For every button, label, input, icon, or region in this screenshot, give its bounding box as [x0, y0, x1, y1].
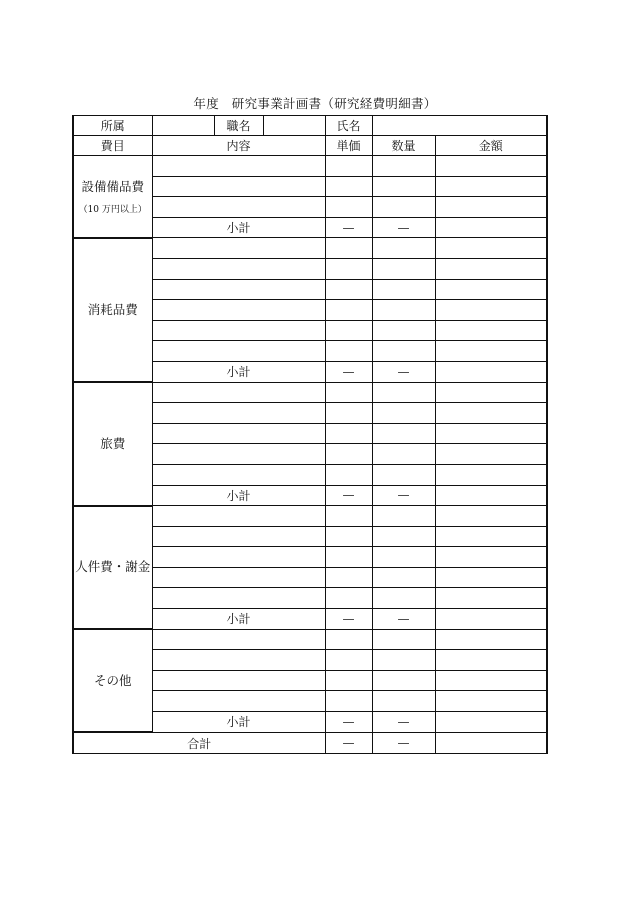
- quantity-cell[interactable]: [372, 176, 435, 197]
- budget-table: [72, 115, 548, 754]
- total-row: [73, 732, 547, 754]
- amount-cell[interactable]: [435, 176, 547, 197]
- content-cell[interactable]: [152, 258, 325, 279]
- subtotal-amount-cell[interactable]: [435, 609, 547, 630]
- quantity-cell[interactable]: [372, 403, 435, 424]
- content-cell[interactable]: [152, 629, 325, 650]
- header-quantity: 数量: [372, 136, 435, 156]
- content-cell[interactable]: [152, 567, 325, 588]
- header-content: 内容: [152, 136, 325, 156]
- table-row: [73, 506, 547, 527]
- content-cell[interactable]: [152, 547, 325, 568]
- quantity-cell[interactable]: [372, 526, 435, 547]
- unit-price-cell[interactable]: [325, 629, 372, 650]
- amount-cell[interactable]: [435, 341, 547, 362]
- unit-price-cell[interactable]: [325, 341, 372, 362]
- amount-cell[interactable]: [435, 691, 547, 712]
- unit-price-cell[interactable]: [325, 650, 372, 671]
- category-cell: [73, 238, 152, 382]
- total-amount-cell[interactable]: [435, 732, 547, 754]
- amount-cell[interactable]: [435, 403, 547, 424]
- position-field[interactable]: [263, 116, 325, 136]
- content-cell[interactable]: [152, 341, 325, 362]
- content-cell[interactable]: [152, 464, 325, 485]
- table-row: [73, 156, 547, 177]
- subtotal-quantity-dash: —: [372, 361, 435, 382]
- quantity-cell[interactable]: [372, 423, 435, 444]
- unit-price-cell[interactable]: [325, 444, 372, 465]
- subtotal-label: 小計: [152, 485, 325, 506]
- quantity-cell[interactable]: [372, 300, 435, 321]
- unit-price-cell[interactable]: [325, 547, 372, 568]
- amount-cell[interactable]: [435, 279, 547, 300]
- unit-price-cell[interactable]: [325, 526, 372, 547]
- subtotal-label: 小計: [152, 361, 325, 382]
- amount-cell[interactable]: [435, 156, 547, 177]
- amount-cell[interactable]: [435, 670, 547, 691]
- content-cell[interactable]: [152, 279, 325, 300]
- unit-price-cell[interactable]: [325, 691, 372, 712]
- header-amount: 金額: [435, 136, 547, 156]
- category-note: （10 万円以上）: [78, 204, 147, 215]
- subtotal-unit-price-dash: —: [325, 361, 372, 382]
- table-row: [73, 238, 547, 259]
- category-label: 設備備品費: [81, 178, 144, 194]
- affiliation-field[interactable]: [152, 116, 214, 136]
- name-field[interactable]: [372, 116, 547, 136]
- quantity-cell[interactable]: [372, 691, 435, 712]
- total-quantity-dash: —: [372, 732, 435, 754]
- subtotal-unit-price-dash: —: [325, 485, 372, 506]
- content-cell[interactable]: [152, 444, 325, 465]
- unit-price-cell[interactable]: [325, 506, 372, 527]
- quantity-cell[interactable]: [372, 670, 435, 691]
- content-cell[interactable]: [152, 238, 325, 259]
- unit-price-cell[interactable]: [325, 300, 372, 321]
- content-cell[interactable]: [152, 176, 325, 197]
- content-cell[interactable]: [152, 423, 325, 444]
- subtotal-unit-price-dash: —: [325, 217, 372, 238]
- amount-cell[interactable]: [435, 506, 547, 527]
- quantity-cell[interactable]: [372, 588, 435, 609]
- table-row: [73, 382, 547, 403]
- quantity-cell[interactable]: [372, 279, 435, 300]
- subtotal-amount-cell[interactable]: [435, 712, 547, 733]
- quantity-cell[interactable]: [372, 197, 435, 218]
- amount-cell[interactable]: [435, 526, 547, 547]
- category-cell: [73, 382, 152, 506]
- unit-price-cell[interactable]: [325, 670, 372, 691]
- subtotal-unit-price-dash: —: [325, 712, 372, 733]
- amount-cell[interactable]: [435, 197, 547, 218]
- amount-cell[interactable]: [435, 547, 547, 568]
- quantity-cell[interactable]: [372, 629, 435, 650]
- quantity-cell[interactable]: [372, 547, 435, 568]
- quantity-cell[interactable]: [372, 341, 435, 362]
- subtotal-unit-price-dash: —: [325, 609, 372, 630]
- unit-price-cell[interactable]: [325, 258, 372, 279]
- quantity-cell[interactable]: [372, 444, 435, 465]
- table-row: [73, 629, 547, 650]
- unit-price-cell[interactable]: [325, 403, 372, 424]
- content-cell[interactable]: [152, 691, 325, 712]
- header-unit-price: 単価: [325, 136, 372, 156]
- category-cell: [73, 629, 152, 732]
- amount-cell[interactable]: [435, 258, 547, 279]
- content-cell[interactable]: [152, 382, 325, 403]
- category-label: その他: [93, 672, 132, 688]
- unit-price-cell[interactable]: [325, 382, 372, 403]
- quantity-cell[interactable]: [372, 567, 435, 588]
- name-label: 氏名: [325, 116, 372, 136]
- unit-price-cell[interactable]: [325, 588, 372, 609]
- amount-cell[interactable]: [435, 444, 547, 465]
- amount-cell[interactable]: [435, 320, 547, 341]
- quantity-cell[interactable]: [372, 258, 435, 279]
- header-category: 費目: [73, 136, 152, 156]
- content-cell[interactable]: [152, 320, 325, 341]
- document-title: 年度 研究事業計画書（研究経費明細書）: [193, 96, 437, 111]
- amount-cell[interactable]: [435, 588, 547, 609]
- content-cell[interactable]: [152, 156, 325, 177]
- subtotal-amount-cell[interactable]: [435, 217, 547, 238]
- content-cell[interactable]: [152, 197, 325, 218]
- amount-cell[interactable]: [435, 423, 547, 444]
- quantity-cell[interactable]: [372, 506, 435, 527]
- unit-price-cell[interactable]: [325, 423, 372, 444]
- unit-price-cell[interactable]: [325, 176, 372, 197]
- amount-cell[interactable]: [435, 238, 547, 259]
- amount-cell[interactable]: [435, 300, 547, 321]
- amount-cell[interactable]: [435, 382, 547, 403]
- unit-price-cell[interactable]: [325, 464, 372, 485]
- content-cell[interactable]: [152, 670, 325, 691]
- content-cell[interactable]: [152, 650, 325, 671]
- subtotal-label: 小計: [152, 609, 325, 630]
- category-label: 消耗品費: [87, 301, 138, 317]
- quantity-cell[interactable]: [372, 650, 435, 671]
- amount-cell[interactable]: [435, 629, 547, 650]
- quantity-cell[interactable]: [372, 464, 435, 485]
- subtotal-quantity-dash: —: [372, 609, 435, 630]
- unit-price-cell[interactable]: [325, 320, 372, 341]
- subtotal-amount-cell[interactable]: [435, 361, 547, 382]
- subtotal-quantity-dash: —: [372, 485, 435, 506]
- info-row: [73, 116, 547, 136]
- unit-price-cell[interactable]: [325, 279, 372, 300]
- unit-price-cell[interactable]: [325, 567, 372, 588]
- affiliation-label: 所属: [73, 116, 152, 136]
- category-cell: [73, 506, 152, 630]
- total-unit-price-dash: —: [325, 732, 372, 754]
- subtotal-amount-cell[interactable]: [435, 485, 547, 506]
- content-cell[interactable]: [152, 300, 325, 321]
- content-cell[interactable]: [152, 506, 325, 527]
- category-label: 旅費: [100, 435, 126, 451]
- amount-cell[interactable]: [435, 567, 547, 588]
- amount-cell[interactable]: [435, 464, 547, 485]
- content-cell[interactable]: [152, 588, 325, 609]
- unit-price-cell[interactable]: [325, 156, 372, 177]
- unit-price-cell[interactable]: [325, 197, 372, 218]
- position-label: 職名: [214, 116, 263, 136]
- subtotal-label: 小計: [152, 217, 325, 238]
- subtotal-quantity-dash: —: [372, 712, 435, 733]
- category-cell: [73, 156, 152, 238]
- quantity-cell[interactable]: [372, 382, 435, 403]
- subtotal-label: 小計: [152, 712, 325, 733]
- subtotal-quantity-dash: —: [372, 217, 435, 238]
- header-row: [73, 136, 547, 156]
- unit-price-cell[interactable]: [325, 238, 372, 259]
- quantity-cell[interactable]: [372, 320, 435, 341]
- quantity-cell[interactable]: [372, 238, 435, 259]
- quantity-cell[interactable]: [372, 156, 435, 177]
- content-cell[interactable]: [152, 403, 325, 424]
- total-label: 合計: [73, 732, 325, 754]
- content-cell[interactable]: [152, 526, 325, 547]
- category-label: 人件費・謝金: [75, 559, 151, 575]
- amount-cell[interactable]: [435, 650, 547, 671]
